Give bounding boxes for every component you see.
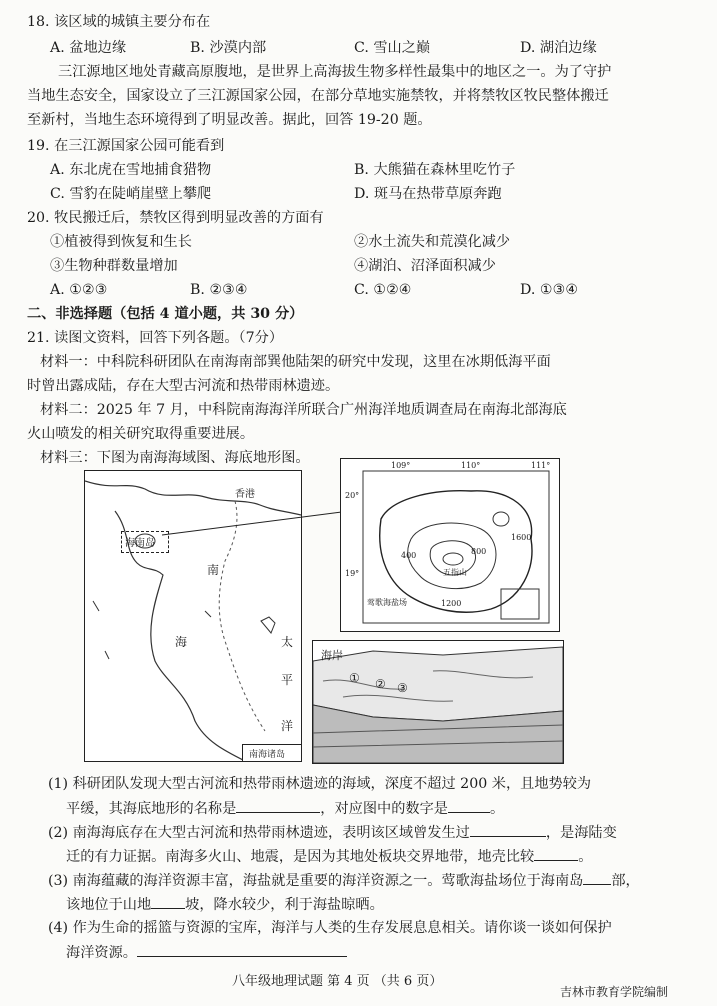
q21-material-1-b: 时曾出露成陆，存在大型古河流和热带雨林遗迹。 xyxy=(27,378,340,394)
seafloor-drawing xyxy=(313,641,563,763)
sub2-blank-1[interactable] xyxy=(470,822,546,837)
q18-option-b: B. 沙漠内部 xyxy=(190,40,267,56)
salt-field-label: 莺歌海盐场 xyxy=(367,598,407,607)
islands-label: 南海诸岛 xyxy=(249,750,286,760)
hainan-label: 海南岛 xyxy=(125,538,155,549)
q20-item-3: ③生物种群数量增加 xyxy=(50,258,178,274)
coast-label: 海岸 xyxy=(321,649,343,662)
sub1-line-b xyxy=(66,798,504,819)
sub4-text: 海洋资源。 xyxy=(66,945,137,961)
lat-20: 20° xyxy=(345,491,360,500)
sub4-line-a: (4) 作为生命的摇篮与资源的宝库，海洋与人类的生存发展息息相关。请你谈一谈如何保护 xyxy=(48,920,612,936)
q21-material-2-b: 火山喷发的相关研究取得重要进展。 xyxy=(27,426,255,442)
sub3-text-1: (3) 南海蕴藏的海洋资源丰富，海盐就是重要的海洋资源之一。莺歌海盐场位于海南岛 xyxy=(48,873,584,889)
sub3-text-2: 部， xyxy=(611,873,640,889)
q21-material-2-a: 材料二：2025 年 7 月，中科院南海海洋所联合广州海洋地质调查局在南海北部海底 xyxy=(40,402,567,418)
q21-material-3: 材料三：下图为南海海域图、海底地形图。 xyxy=(40,450,310,466)
sub3-line-b xyxy=(66,894,384,915)
map-label-yang: 洋 xyxy=(281,719,294,733)
lon-109: 109° xyxy=(391,461,411,470)
q20-item-1: ①植被得到恢复和生长 xyxy=(50,234,192,250)
sub2-text-3: 迁的有力证据。南海多火山、地震，是因为其地处板块交界地带，地壳比较 xyxy=(66,849,535,865)
q20-option-c: C. ①②④ xyxy=(354,282,412,298)
q20-option-b: B. ②③④ xyxy=(190,282,248,298)
passage-line-1: 三江源地区地处青藏高原腹地，是世界上高海拔生物多样性最集中的地区之一。为了守护 xyxy=(58,64,612,80)
lon-110: 110° xyxy=(461,461,481,470)
sub3-blank-2[interactable] xyxy=(151,894,185,909)
sub2-text-4: 。 xyxy=(578,849,593,865)
sub2-text-2: ，是海陆变 xyxy=(545,825,617,841)
marker-2: ② xyxy=(375,677,386,691)
marker-3: ③ xyxy=(397,681,408,695)
q21-stem: 21. 读图文资料，回答下列各题。（7分） xyxy=(27,330,284,346)
q21-material-1-a: 材料一：中科院科研团队在南海南部巽他陆架的研究中发现，这里在冰期低海平面 xyxy=(40,354,551,370)
map-label-tai: 太 xyxy=(281,635,294,649)
sub1-text-3: 。 xyxy=(489,801,505,817)
footer-page: 八年级地理试题 第 4 页 （共 6 页） xyxy=(232,974,443,989)
contour-1600: 1600 xyxy=(511,533,532,542)
q20-option-d: D. ①③④ xyxy=(520,282,579,298)
q18-option-a: A. 盆地边缘 xyxy=(50,40,127,56)
sub3-line-a xyxy=(48,870,640,891)
passage-line-3: 至新村，当地生态环境得到了明显改善。据此，回答 19-20 题。 xyxy=(27,112,432,128)
q20-item-4: ④湖泊、沼泽面积减少 xyxy=(354,258,496,274)
q20-option-a: A. ①②③ xyxy=(50,282,108,298)
sub3-blank-1[interactable] xyxy=(583,870,611,885)
sub2-line-a xyxy=(48,822,617,843)
hainan-topo-map xyxy=(340,458,560,632)
sub2-text-1: (2) 南海海底存在大型古河流和热带雨林遗迹，表明该区域曾发生过 xyxy=(48,825,470,841)
q19-option-c: C. 雪豹在陡峭崖壁上攀爬 xyxy=(50,186,212,202)
passage-line-2: 当地生态安全，国家设立了三江源国家公园，在部分草地实施禁牧，并将禁牧区牧民整体搬迁 xyxy=(27,88,609,104)
q19-option-b: B. 大熊猫在森林里吃竹子 xyxy=(354,162,516,178)
q19-stem: 19. 在三江源国家公园可能看到 xyxy=(27,138,225,154)
islands-inset xyxy=(242,744,301,761)
contour-400: 400 xyxy=(401,551,417,560)
contour-800: 800 xyxy=(471,547,487,556)
peak-label: 五指山 xyxy=(443,568,467,577)
sub1-blank-2[interactable] xyxy=(448,798,490,813)
sub2-blank-2[interactable] xyxy=(534,846,578,861)
sub1-line-a: (1) 科研团队发现大型古河流和热带雨林遗迹的海域，深度不超过 200 米，且地势较为 xyxy=(48,776,592,792)
q18-stem: 18. 该区域的城镇主要分布在 xyxy=(27,14,211,30)
sub1-blank-1[interactable] xyxy=(236,798,320,813)
map-label-ping: 平 xyxy=(281,673,294,687)
contour-1200: 1200 xyxy=(441,599,462,608)
sub1-text-2: ，对应图中的数字是 xyxy=(320,801,448,817)
sub1-text-1: 平缓，其海底地形的名称是 xyxy=(66,801,237,817)
footer-editor: 吉林市教育学院编制 xyxy=(560,985,669,999)
map-label-south: 南 xyxy=(207,563,220,577)
q20-stem: 20. 牧民搬迁后，禁牧区得到明显改善的方面有 xyxy=(27,210,324,226)
sub2-line-b xyxy=(66,846,592,867)
lat-19: 19° xyxy=(345,569,360,578)
sub4-line-b xyxy=(66,942,347,963)
section-2-title: 二、非选择题（包括 4 道小题，共 30 分） xyxy=(27,306,304,322)
seafloor-diagram xyxy=(312,640,564,764)
sub3-text-3: 该地位于山地 xyxy=(66,897,152,913)
marker-1: ① xyxy=(349,671,360,685)
q19-option-a: A. 东北虎在雪地捕食猎物 xyxy=(50,162,212,178)
sub3-text-4: 坡，降水较少，利于海盐晾晒。 xyxy=(185,897,384,913)
callout-line xyxy=(160,505,370,545)
hongkong-label: 香港 xyxy=(235,489,255,500)
q18-option-d: D. 湖泊边缘 xyxy=(520,40,597,56)
q18-option-c: C. 雪山之巅 xyxy=(354,40,431,56)
map-label-sea: 海 xyxy=(175,635,188,649)
sub4-blank[interactable] xyxy=(137,942,347,957)
lon-111: 111° xyxy=(531,461,551,470)
q20-item-2: ②水土流失和荒漠化减少 xyxy=(354,234,511,250)
q19-option-d: D. 斑马在热带草原奔跑 xyxy=(354,186,502,202)
